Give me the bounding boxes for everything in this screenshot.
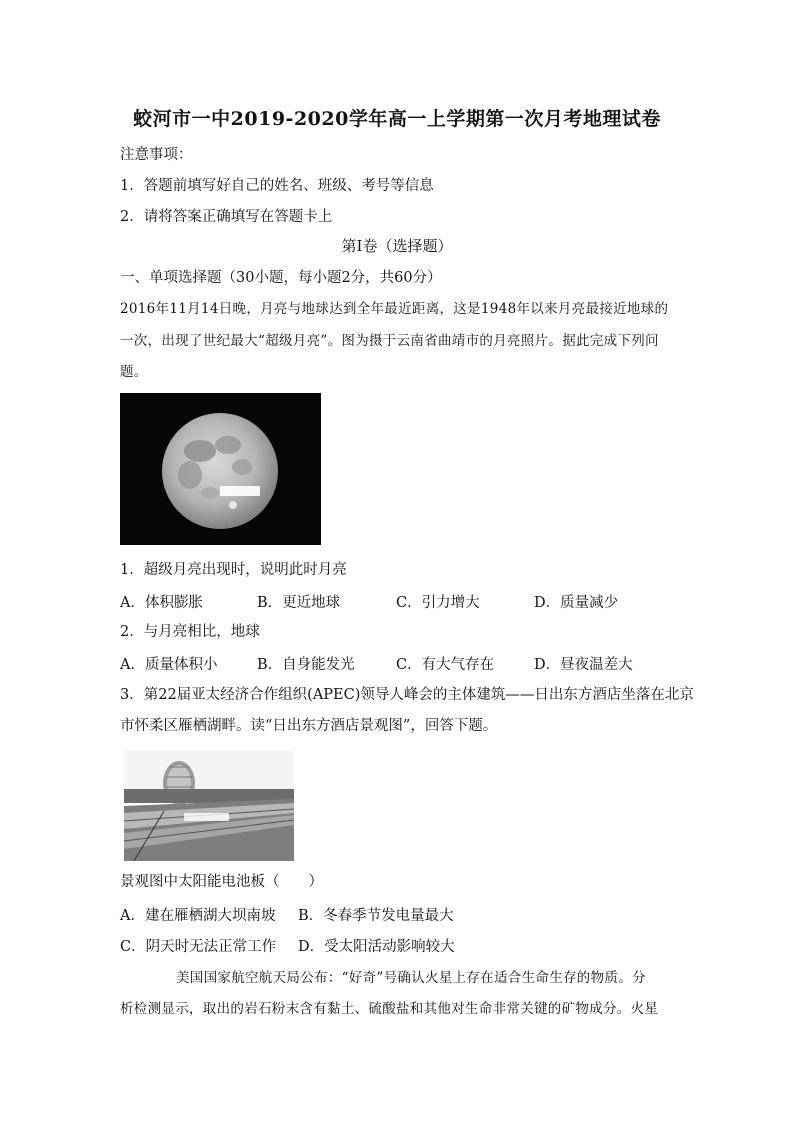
notes-item-1: 1．答题前填写好自己的姓名、班级、考号等信息 xyxy=(120,178,434,194)
q2-option-b: B．自身能发光 xyxy=(257,657,355,673)
q1-option-a: A．体积膨胀 xyxy=(120,595,203,611)
passage1-line-1: 2016年11月14日晚，月亮与地球达到全年最近距离，这是1948年以来月亮最接近地球的 xyxy=(120,301,669,317)
q1-option-c: C．引力增大 xyxy=(396,595,480,611)
q3-option-b: B．冬春季节发电量最大 xyxy=(298,908,454,924)
q3-line-2: 市怀柔区雁栖湖畔。读“日出东方酒店景观图”，回答下题。 xyxy=(120,718,498,734)
passage2-line-2: 析检测显示，取出的岩石粉末含有黏土、硫酸盐和其他对生命非常关键的矿物成分。火星 xyxy=(120,1001,659,1017)
q2-option-a: A．质量体积小 xyxy=(120,657,218,673)
notes-item-2: 2．请将答案正确填写在答题卡上 xyxy=(120,209,333,225)
q2-option-c: C．有大气存在 xyxy=(396,657,495,673)
passage1-line-2: 一次，出现了世纪最大“超级月亮”。图为摄于云南省曲靖市的月亮照片。据此完成下列问 xyxy=(120,333,659,349)
part1-heading: 一、单项选择题（30小题，每小题2分，共60分） xyxy=(120,270,442,286)
exam-title: 蛟河市一中2019-2020学年高一上学期第一次月考地理试卷 xyxy=(133,108,661,130)
q1-option-b: B．更近地球 xyxy=(257,595,341,611)
q3-option-a: A．建在雁栖湖大坝南坡 xyxy=(120,908,276,924)
moon-image xyxy=(120,393,321,545)
q3-option-c: C．阴天时无法正常工作 xyxy=(120,939,277,955)
q2-option-d: D．昼夜温差大 xyxy=(534,657,633,673)
q1-stem: 1．超级月亮出现时，说明此时月亮 xyxy=(120,562,347,578)
passage2-line-1: 美国国家航空航天局公布：“好奇”号确认火星上存在适合生命生存的物质。分 xyxy=(176,970,646,986)
hotel-image xyxy=(124,751,294,861)
q3-line-1: 3．第22届亚太经济合作组织(APEC)领导人峰会的主体建筑——日出东方酒店坐落在北京 xyxy=(120,687,694,703)
notes-heading: 注意事项： xyxy=(120,147,193,163)
q2-stem: 2．与月亮相比，地球 xyxy=(120,624,260,640)
moon-photo xyxy=(120,393,321,545)
q3-stem: 景观图中太阳能电池板（ ） xyxy=(120,874,323,890)
q1-option-d: D．质量减少 xyxy=(534,595,619,611)
q3-option-d: D．受太阳活动影响较大 xyxy=(298,939,455,955)
section-title: 第I卷（选择题） xyxy=(341,237,453,255)
hotel-photo xyxy=(124,751,294,861)
passage1-line-3: 题。 xyxy=(120,364,148,380)
